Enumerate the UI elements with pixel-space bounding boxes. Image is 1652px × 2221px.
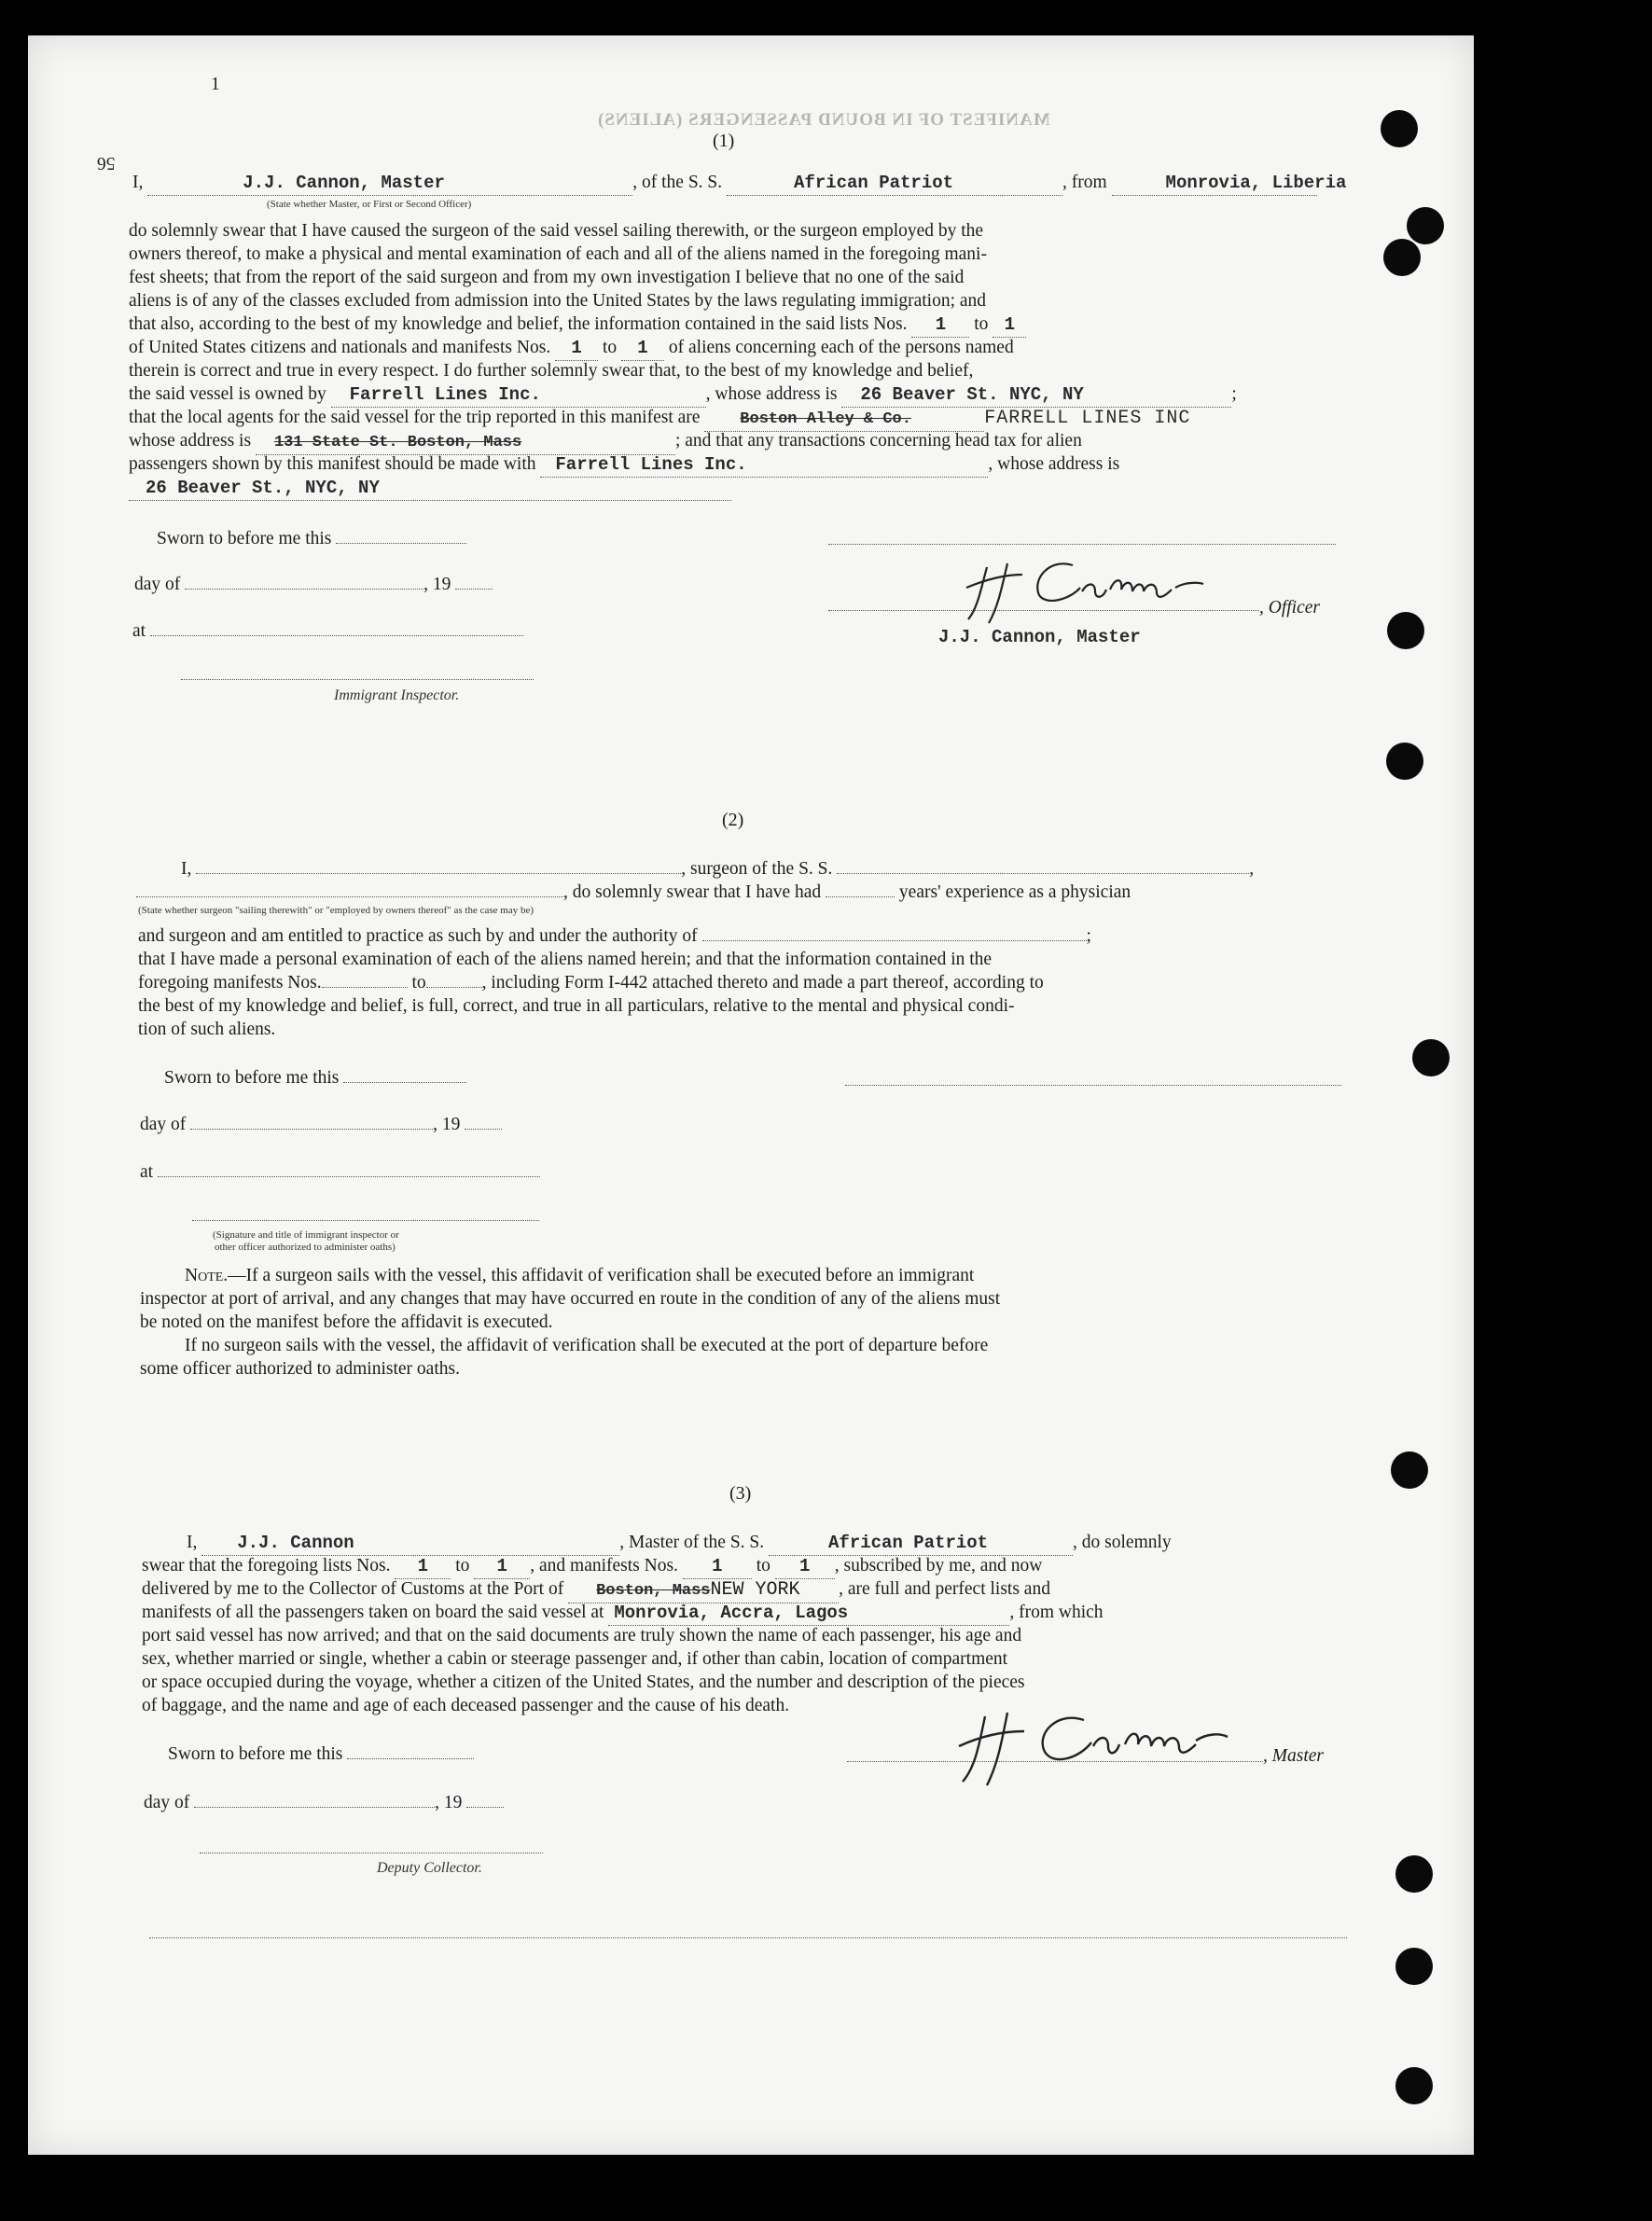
sec2-line4: that I have made a personal examination of each of the aliens named herein; and that the information contained in the	[138, 950, 993, 969]
note-line1: Note.—If a surgeon sails with the vessel, this affidavit of verification shall be executed before an immigrant	[185, 1266, 975, 1285]
page-number: 1	[211, 75, 220, 94]
note-line4: If no surgeon sails with the vessel, the affidavit of verification shall be executed at the port of departure before	[185, 1336, 989, 1355]
note-line3: be noted on the manifest before the affidavit is executed.	[140, 1312, 553, 1332]
from-label: , from	[1062, 173, 1107, 192]
master-name: J.J. Cannon	[237, 1533, 354, 1553]
sec3-sworn: Sworn to before me this	[168, 1742, 474, 1766]
sec1-body-line4: aliens is of any of the classes excluded from admission into the United States by the laws regulating immigration; and	[129, 291, 987, 311]
section-3-number: (3)	[729, 1483, 752, 1504]
sec2-day-of: day of , 19	[140, 1113, 502, 1136]
inspector-signature-line	[181, 679, 534, 680]
ship-name-field	[727, 171, 1062, 196]
sec2-inspector-line	[192, 1220, 539, 1221]
manifests-to: 1	[637, 338, 648, 358]
sec1-sworn: Sworn to before me this	[157, 527, 466, 550]
sec2-signature-line	[845, 1085, 1341, 1086]
punch-hole	[1407, 207, 1444, 244]
sec1-body-line6: of United States citizens and nationals and manifests Nos. 1 to 1 of aliens concerning each of the persons named	[129, 336, 1014, 361]
officer-line-blank	[828, 544, 1336, 545]
sec2-line2: , do solemnly swear that I have had years' experience as a physician	[136, 881, 1131, 904]
agents-address-struck: 131 State St. Boston, Mass	[273, 434, 522, 451]
surgeon-caption: (State whether surgeon "sailing therewith" or "employed by owners thereof" as the case may be)	[138, 905, 534, 916]
owner-address: 26 Beaver St. NYC, NY	[860, 384, 1084, 405]
headtax-party: Farrell Lines Inc.	[555, 454, 747, 475]
sec2-at: at	[140, 1160, 540, 1184]
sec1-headtax-address-line	[129, 476, 731, 501]
officer-name-field	[147, 171, 632, 196]
sec3-day-of: day of , 19	[144, 1791, 504, 1814]
manifests-from: 1	[571, 338, 582, 358]
sec3-line4: manifests of all the passengers taken on board the said vessel at Monrovia, Accra, Lagos , from which	[142, 1601, 1104, 1626]
officer-signature	[961, 550, 1213, 627]
sec2-line3: and surgeon and am entitled to practice as such by and under the authority of ;	[138, 926, 1091, 946]
officer-name: J.J. Cannon, Master	[243, 173, 445, 193]
sec3-line7: or space occupied during the voyage, whether a citizen of the United States, and the number and description of the pieces	[142, 1673, 1025, 1692]
sec1-body-line3: fest sheets; that from the report of the said surgeon and from my own investigation I believe that no one of the said	[129, 268, 965, 287]
sec1-headtax-line: passengers shown by this manifest should be made with Farrell Lines Inc. , whose address is	[129, 452, 1119, 478]
punch-hole	[1395, 1948, 1433, 1985]
ship-name: African Patriot	[794, 173, 954, 193]
punch-hole	[1386, 743, 1423, 780]
sec1-owner-line: the said vessel is owned by Farrell Lines Inc. , whose address is 26 Beaver St. NYC, NY ;	[129, 382, 1237, 408]
sec1-at: at	[132, 619, 523, 643]
master-suffix: , Master	[1263, 1746, 1324, 1766]
collector-caption: Deputy Collector.	[377, 1860, 482, 1876]
from-port: Monrovia, Liberia	[1165, 173, 1347, 193]
sec3-line1: I, J.J. Cannon , Master of the S. S. African Patriot , do solemnly	[187, 1531, 1172, 1556]
owner-name: Farrell Lines Inc.	[349, 384, 541, 405]
master-signature	[953, 1688, 1233, 1791]
bleed-through-header: MANIFEST OF IN BOUND PASSENGERS (ALIENS)	[597, 110, 1050, 130]
note-line5: some officer authorized to administer oaths.	[140, 1359, 460, 1379]
sec2-caption-b: other officer authorized to administer oaths)	[215, 1242, 396, 1253]
sec3-line6: sex, whether married or single, whether a cabin or steerage passenger and, if other than cabin, location of compartment	[142, 1649, 1008, 1669]
sec2-caption-a: (Signature and title of immigrant inspector or	[213, 1229, 399, 1241]
sec3-line5: port said vessel has now arrived; and that on the said documents are truly shown the name of each passenger, his age and	[142, 1626, 1022, 1645]
section-2-number: (2)	[722, 810, 744, 830]
officer-caption: (State whether Master, or First or Second Officer)	[267, 199, 472, 210]
margin-mark: 56	[97, 153, 116, 173]
lists-to: 1	[1004, 314, 1016, 335]
sec1-body-line5: that also, according to the best of my knowledge and belief, the information contained in the said lists Nos. 1 to 1	[129, 312, 1026, 338]
sec3-line3: delivered by me to the Collector of Customs at the Port of Boston, MassNEW YORK , are full and perfect lists and	[142, 1577, 1050, 1603]
sec3-line8: of baggage, and the name and age of each deceased passenger and the cause of his death.	[142, 1696, 790, 1715]
punch-hole	[1395, 1855, 1433, 1893]
sec1-line1	[132, 171, 1347, 196]
punch-hole	[1383, 239, 1421, 276]
punch-hole	[1387, 612, 1424, 649]
agents-struck: Boston Alley & Co.	[740, 410, 911, 428]
bottom-rule	[149, 1937, 1347, 1938]
sec1-agents-line: that the local agents for the said vessel for the trip reported in this manifest are Boston Alley & Co. FARRELL LINES INC	[129, 406, 1190, 432]
punch-hole	[1395, 2067, 1433, 2104]
sec2-sworn: Sworn to before me this	[164, 1066, 466, 1090]
sec1-body-line7: therein is correct and true in every respect. I do further solemnly swear that, to the best of my knowledge and belief,	[129, 361, 974, 381]
sec3-line2: swear that the foregoing lists Nos. 1 to 1 , and manifests Nos. 1 to 1 , subscribed by me, and now	[142, 1554, 1042, 1579]
lists-from: 1	[935, 314, 947, 335]
port-struck: Boston, Mass	[596, 1582, 711, 1600]
sec3-ship-name: African Patriot	[828, 1533, 989, 1553]
of-ss-label: , of the S. S.	[632, 173, 723, 192]
inspector-caption: Immigrant Inspector.	[334, 687, 460, 703]
sec1-agents-address-line: whose address is 131 State St. Boston, Mass ; and that any transactions concerning head tax for alien	[129, 429, 1082, 455]
ports-taken: Monrovia, Accra, Lagos	[614, 1603, 849, 1623]
punch-hole	[1412, 1039, 1450, 1076]
sec2-line1: I, , surgeon of the S. S. ,	[181, 859, 1255, 879]
sec2-line7: tion of such aliens.	[138, 1020, 276, 1039]
punch-hole	[1391, 1451, 1428, 1489]
sec1-body-line2: owners thereof, to make a physical and mental examination of each and all of the aliens named in the foregoing mani-	[129, 244, 987, 264]
sec1-day-of: day of , 19	[134, 573, 493, 596]
agents-name: FARRELL LINES INC	[984, 408, 1191, 429]
label-i: I,	[132, 173, 144, 192]
sec2-line5: foregoing manifests Nos. to , including Form I-442 attached thereto and made a part thereof, according to	[138, 973, 1044, 993]
officer-suffix: , Officer	[1259, 598, 1320, 618]
officer-typed-name: J.J. Cannon, Master	[938, 627, 1141, 647]
note-line2: inspector at port of arrival, and any changes that may have occurred en route in the condition of any of the aliens must	[140, 1289, 1001, 1309]
headtax-address: 26 Beaver St., NYC, NY	[146, 478, 380, 498]
sec2-line6: the best of my knowledge and belief, is full, correct, and true in all particulars, relative to the mental and physical condi-	[138, 996, 1015, 1016]
sec1-body-line1: do solemnly swear that I have caused the surgeon of the said vessel sailing therewith, or the surgeon employed by the	[129, 221, 984, 241]
port-of-arrival: NEW YORK	[710, 1579, 800, 1601]
section-1-number: (1)	[713, 131, 735, 151]
from-port-field	[1112, 171, 1347, 196]
punch-hole	[1381, 110, 1418, 147]
